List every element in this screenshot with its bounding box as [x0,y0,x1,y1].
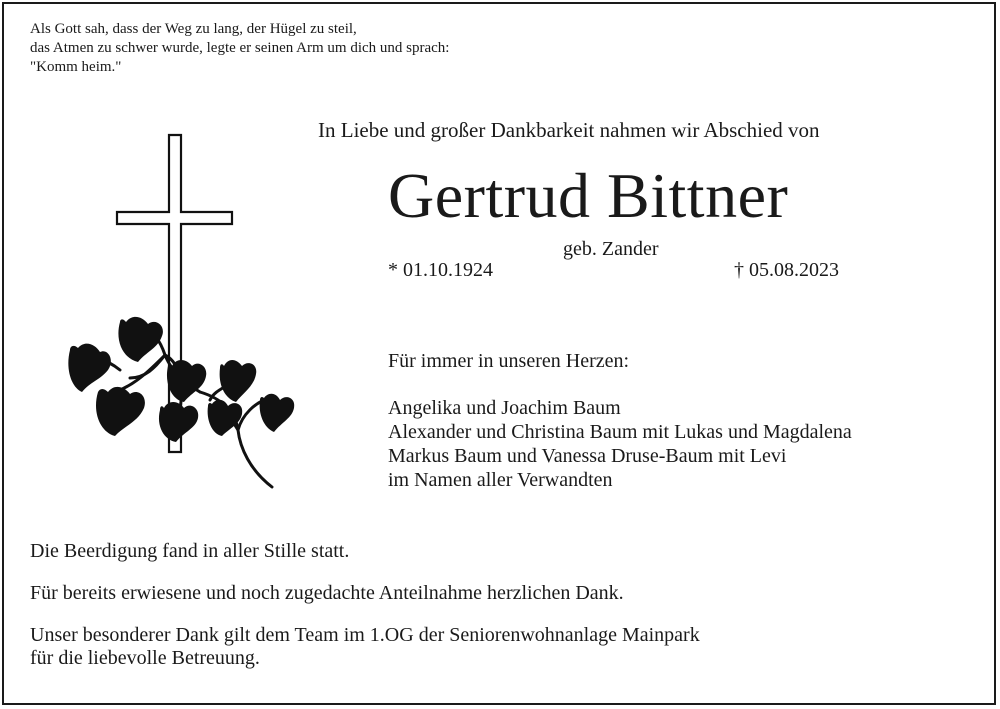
thanks-note: Für bereits erwiesene und noch zugedachte Anteilnahme herzlichen Dank. [30,582,624,604]
special-thanks-line: Unser besonderer Dank gilt dem Team im 1.OG der Seniorenwohnanlage Mainpark [30,624,700,646]
special-thanks-note [30,624,700,670]
death-date: † 05.08.2023 [734,259,839,281]
mourner-line: Angelika und Joachim Baum [388,397,621,419]
poem-line: Als Gott sah, dass der Weg zu lang, der Hügel zu steil, [30,21,357,37]
mourner-line: Alexander und Christina Baum mit Lukas und Magdalena [388,421,852,443]
birth-name: geb. Zander [563,238,659,260]
poem [30,20,449,77]
mourner-line: Markus Baum und Vanessa Druse-Baum mit Levi [388,445,787,467]
mourners-list [388,396,852,492]
closing-notes [30,540,700,670]
mourner-line: im Namen aller Verwandten [388,469,613,491]
intro-text: In Liebe und großer Dankbarkeit nahmen wir Abschied von [318,118,820,142]
poem-line: das Atmen zu schwer wurde, legte er seinen Arm um dich und sprach: [30,40,450,56]
poem-line: "Komm heim." [30,59,122,75]
mourners-heading: Für immer in unseren Herzen: [388,350,630,372]
birth-date: * 01.10.1924 [388,259,493,281]
deceased-name: Gertrud Bittner [388,160,789,231]
special-thanks-line: für die liebevolle Betreuung. [30,647,260,669]
burial-note: Die Beerdigung fand in aller Stille statt. [30,540,350,562]
cross-icon [60,130,310,495]
